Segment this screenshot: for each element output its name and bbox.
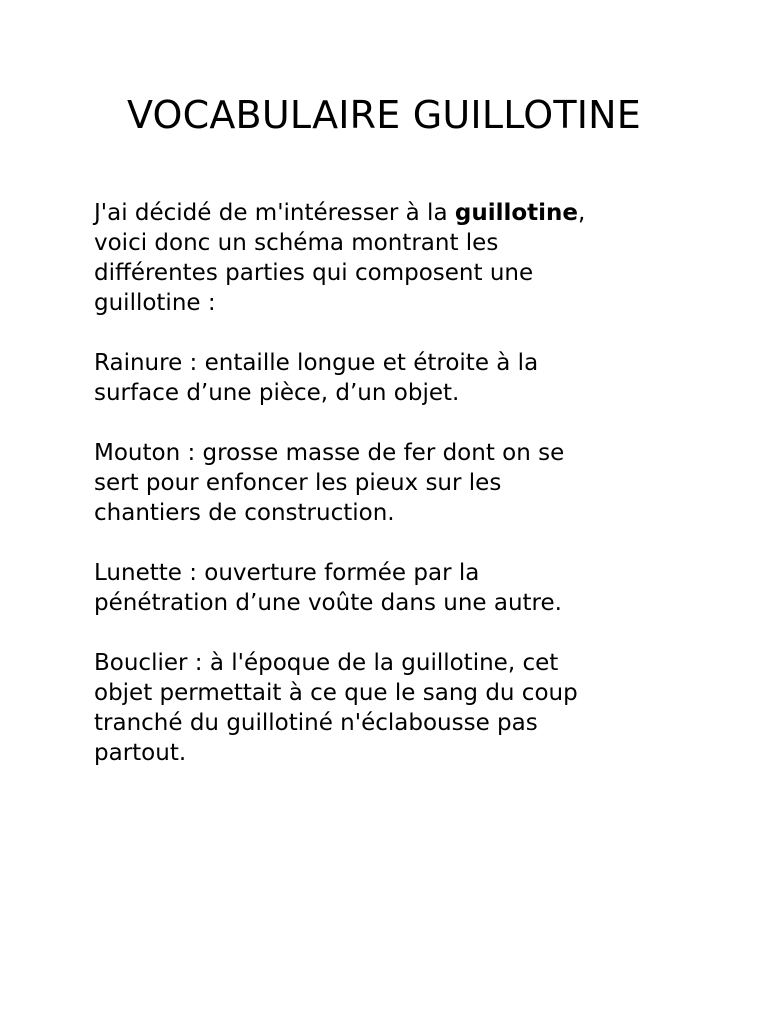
definition-lunette bbox=[94, 558, 684, 618]
intro-line-2: voici donc un schéma montrant les bbox=[94, 230, 499, 256]
definition-rainure bbox=[94, 348, 684, 408]
definition-line: Lunette : ouverture formée par la bbox=[94, 560, 480, 586]
intro-paragraph bbox=[94, 198, 684, 318]
intro-line-4: guillotine : bbox=[94, 290, 216, 316]
definition-line: partout. bbox=[94, 740, 187, 766]
definition-line: tranché du guillotiné n'éclabousse pas bbox=[94, 710, 538, 736]
intro-line-1-text: J'ai décidé de m'intéresser à la bbox=[94, 200, 455, 226]
definition-line: objet permettait à ce que le sang du coup bbox=[94, 680, 578, 706]
document-title: VOCABULAIRE GUILLOTINE bbox=[126, 93, 641, 137]
definition-line: pénétration d’une voûte dans une autre. bbox=[94, 590, 562, 616]
definition-line: Mouton : grosse masse de fer dont on se bbox=[94, 440, 565, 466]
definition-bouclier bbox=[94, 648, 684, 768]
definition-line: Rainure : entaille longue et étroite à la bbox=[94, 350, 539, 376]
definition-mouton bbox=[94, 438, 684, 528]
definition-line: sert pour enfoncer les pieux sur les bbox=[94, 470, 502, 496]
intro-keyword: guillotine bbox=[454, 200, 579, 226]
document-body bbox=[94, 198, 684, 798]
definition-line: Bouclier : à l'époque de la guillotine, cet bbox=[94, 650, 559, 676]
intro-line-3: différentes parties qui composent une bbox=[94, 260, 534, 286]
definition-line: surface d’une pièce, d’un objet. bbox=[94, 380, 460, 406]
definition-line: chantiers de construction. bbox=[94, 500, 395, 526]
intro-line-1 bbox=[94, 198, 684, 228]
intro-line-1-punct: , bbox=[578, 200, 586, 226]
